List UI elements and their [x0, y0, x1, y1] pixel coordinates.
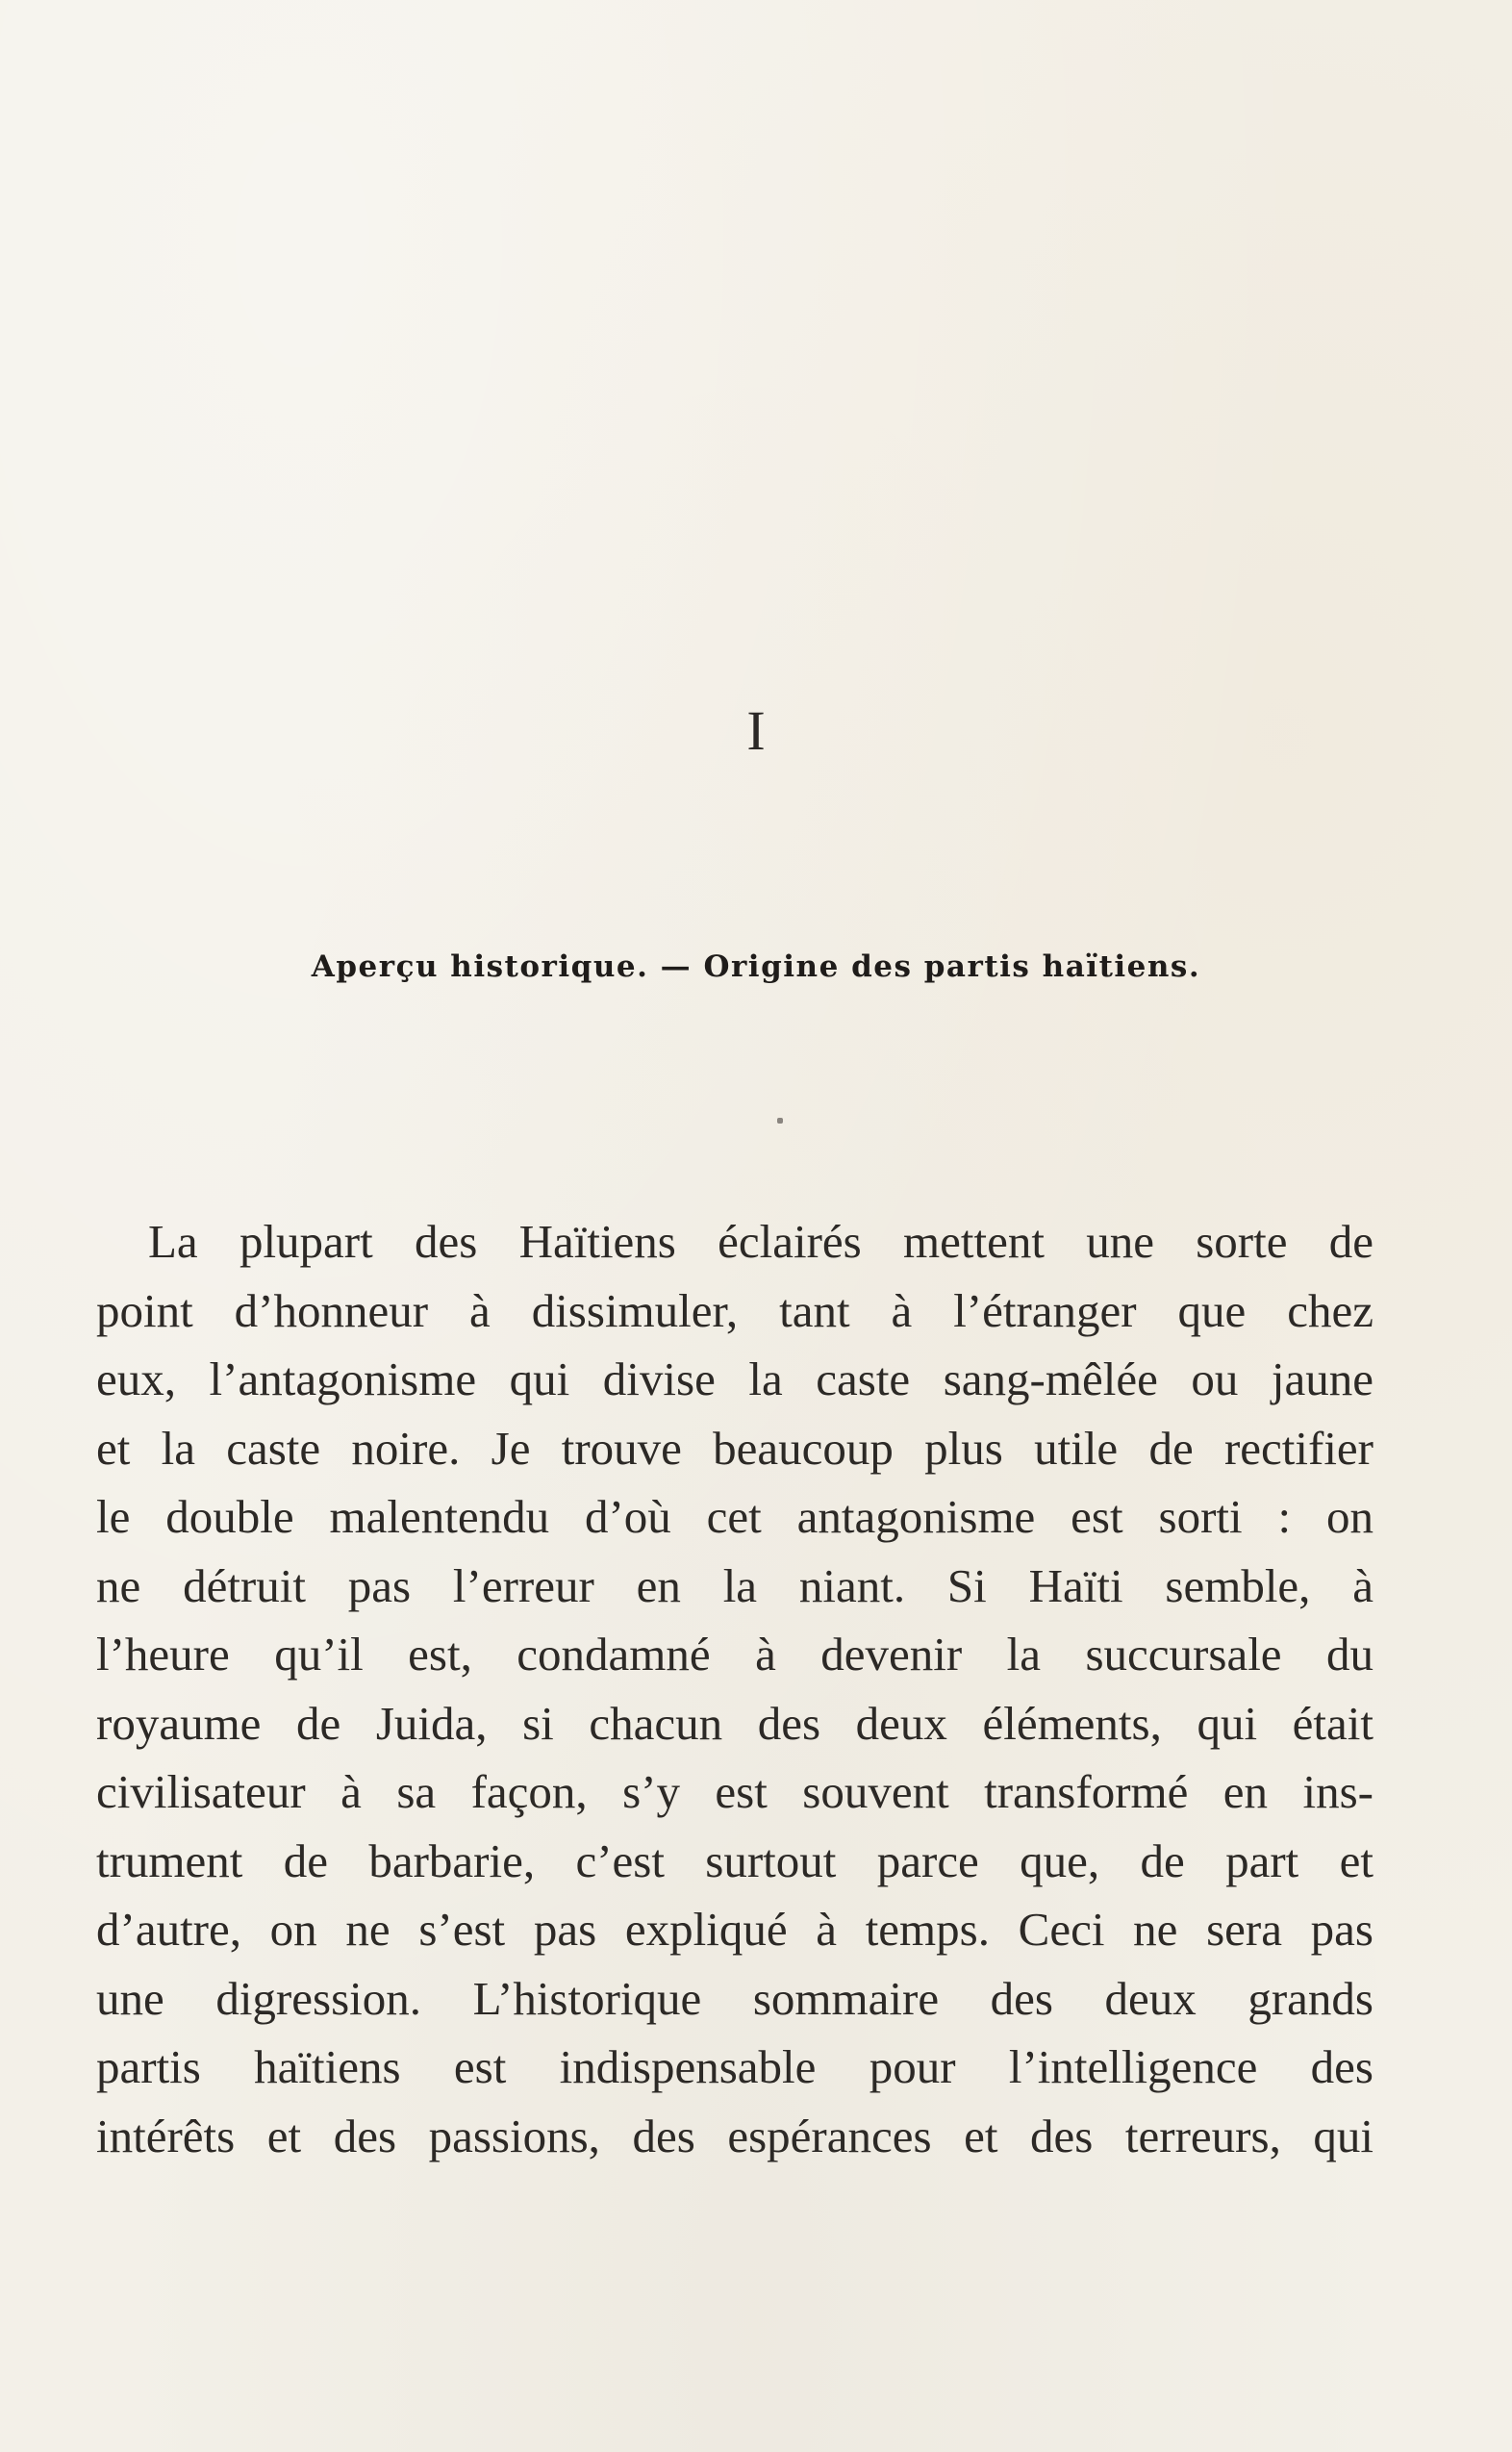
chapter-title: Aperçu historique. — Origine des partis haïtiens.: [311, 949, 1201, 984]
text-line: civilisateur à sa façon, s’y est souvent transformé en ins-: [96, 1765, 1373, 1818]
text-line: eux, l’antagonisme qui divise la caste sang-mêlée ou jaune: [96, 1352, 1373, 1405]
text-line: d’autre, on ne s’est pas expliqué à temps. Ceci ne sera pas: [96, 1903, 1373, 1956]
text-line: La plupart des Haïtiens éclairés mettent une sorte de: [148, 1215, 1373, 1268]
text-line: partis haïtiens est indispensable pour l’intelligence des: [96, 2040, 1373, 2093]
text-line: intérêts et des passions, des espérances et des terreurs, qui: [96, 2109, 1373, 2162]
text-line: le double malentendu d’où cet antagonisme est sorti : on: [96, 1490, 1373, 1543]
body-paragraph: [96, 1207, 1373, 2170]
text-line: point d’honneur à dissimuler, tant à l’étranger que chez: [96, 1283, 1373, 1337]
text-line: royaume de Juida, si chacun des deux éléments, qui était: [96, 1696, 1373, 1750]
ornament-dot: [777, 1118, 783, 1124]
text-line: trument de barbarie, c’est surtout parce que, de part et: [96, 1833, 1373, 1887]
text-line: une digression. L’historique sommaire des deux grands: [96, 1971, 1373, 2025]
text-line: l’heure qu’il est, condamné à devenir la succursale du: [96, 1628, 1373, 1681]
text-line: et la caste noire. Je trouve beaucoup plus utile de rectifier: [96, 1421, 1373, 1475]
chapter-number: I: [746, 699, 766, 762]
text-line: ne détruit pas l’erreur en la niant. Si Haïti semble, à: [96, 1558, 1373, 1612]
